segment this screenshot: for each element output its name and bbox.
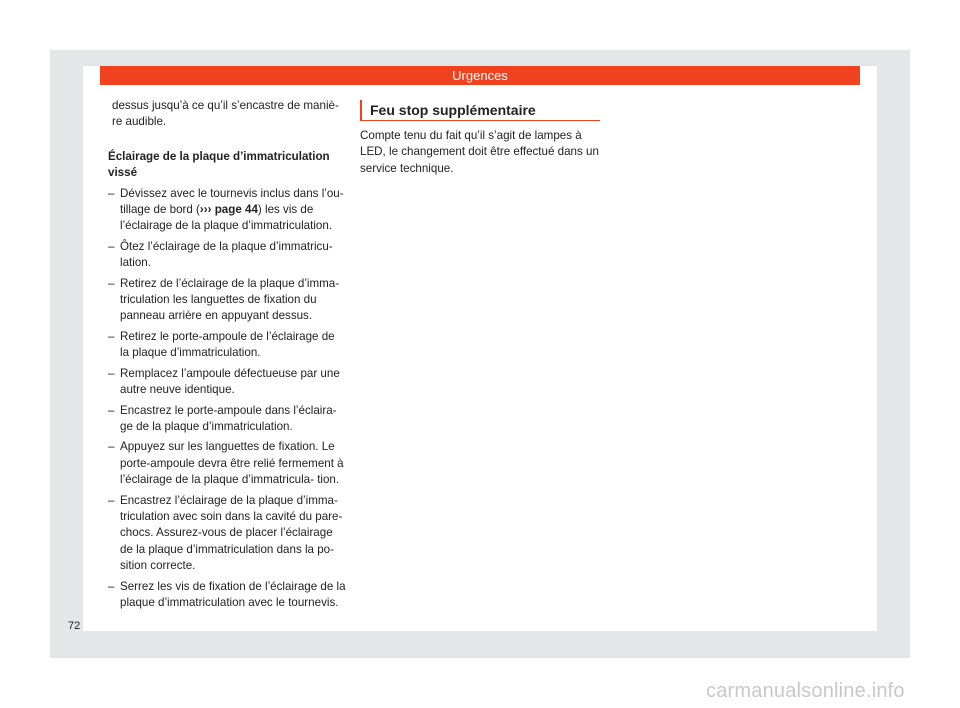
step-item (108, 439, 346, 488)
step-text: Serrez les vis de fixation de l’éclairage de la plaque d’immatriculation avec le tournevis. (120, 579, 346, 609)
step-text: Retirez le porte-ampoule de l’éclairage de la plaque d’immatriculation. (120, 329, 335, 360)
steps-list (108, 186, 346, 612)
step-dash: – (108, 329, 115, 343)
step-dash: – (108, 239, 115, 253)
step-dash: – (108, 186, 115, 200)
step-item (108, 186, 346, 235)
step-item (108, 329, 346, 362)
page-number: 72 (68, 620, 81, 632)
step-text: Ôtez l’éclairage de la plaque d’immatricu- lation. (120, 239, 333, 270)
step-text: Retirez de l’éclairage de la plaque d’imma- triculation les languettes de fixation du panneau arrière en appuyant dessus. (120, 276, 340, 323)
section-body-text: Compte tenu du fait qu’il s’agit de lampes à LED, le changement doit être effectué dans un service technique. (360, 129, 599, 175)
chapter-header: Urgences (100, 66, 860, 85)
step-item (108, 239, 346, 272)
page-reference-link[interactable]: ››› page 44 (199, 203, 258, 217)
step-dash: – (108, 579, 115, 593)
right-column (360, 128, 600, 177)
step-text: Encastrez le porte-ampoule dans l’éclaira- ge de la plaque d’immatriculation. (120, 403, 337, 433)
watermark-text: carmanualsonline.info (706, 680, 905, 702)
step-text: Remplacez l’ampoule défectueuse par une autre neuve identique. (120, 366, 340, 397)
section-divider (360, 120, 600, 121)
step-dash: – (108, 403, 115, 417)
subheading-plate-light: Éclairage de la plaque d’immatriculation vissé (108, 149, 330, 180)
section-title-brake-light: Feu stop supplémentaire (360, 100, 600, 120)
step-dash: – (108, 440, 115, 454)
left-column (108, 98, 346, 611)
continued-step-text: dessus jusqu’à ce qu’il s’encastre de maniè- re audible. (112, 99, 339, 129)
continued-step (108, 98, 346, 131)
step-text-after: ) les vis de l’éclairage de la plaque d’immatriculation. (120, 203, 333, 233)
step-item (108, 403, 346, 436)
step-dash: – (108, 366, 115, 380)
step-item (108, 276, 346, 325)
step-item (108, 366, 346, 399)
step-dash: – (108, 276, 115, 290)
step-text: Encastrez l’éclairage de la plaque d’imma- triculation avec soin dans la cavité du pare- chocs. Assurez-vous de placer l’éclairage de la plaque d’immatriculation dans la po- sition correcte. (120, 493, 343, 573)
step-text-before: Dévissez avec le tournevis inclus dans l’ou- tillage de bord ( (120, 186, 344, 217)
step-item (108, 579, 346, 612)
step-dash: – (108, 493, 115, 507)
step-item (108, 493, 346, 575)
step-text: Appuyez sur les languettes de fixation. Le porte-ampoule devra être relié fermement à l’éclairage de la plaque d’immatricula- tion. (120, 440, 344, 487)
